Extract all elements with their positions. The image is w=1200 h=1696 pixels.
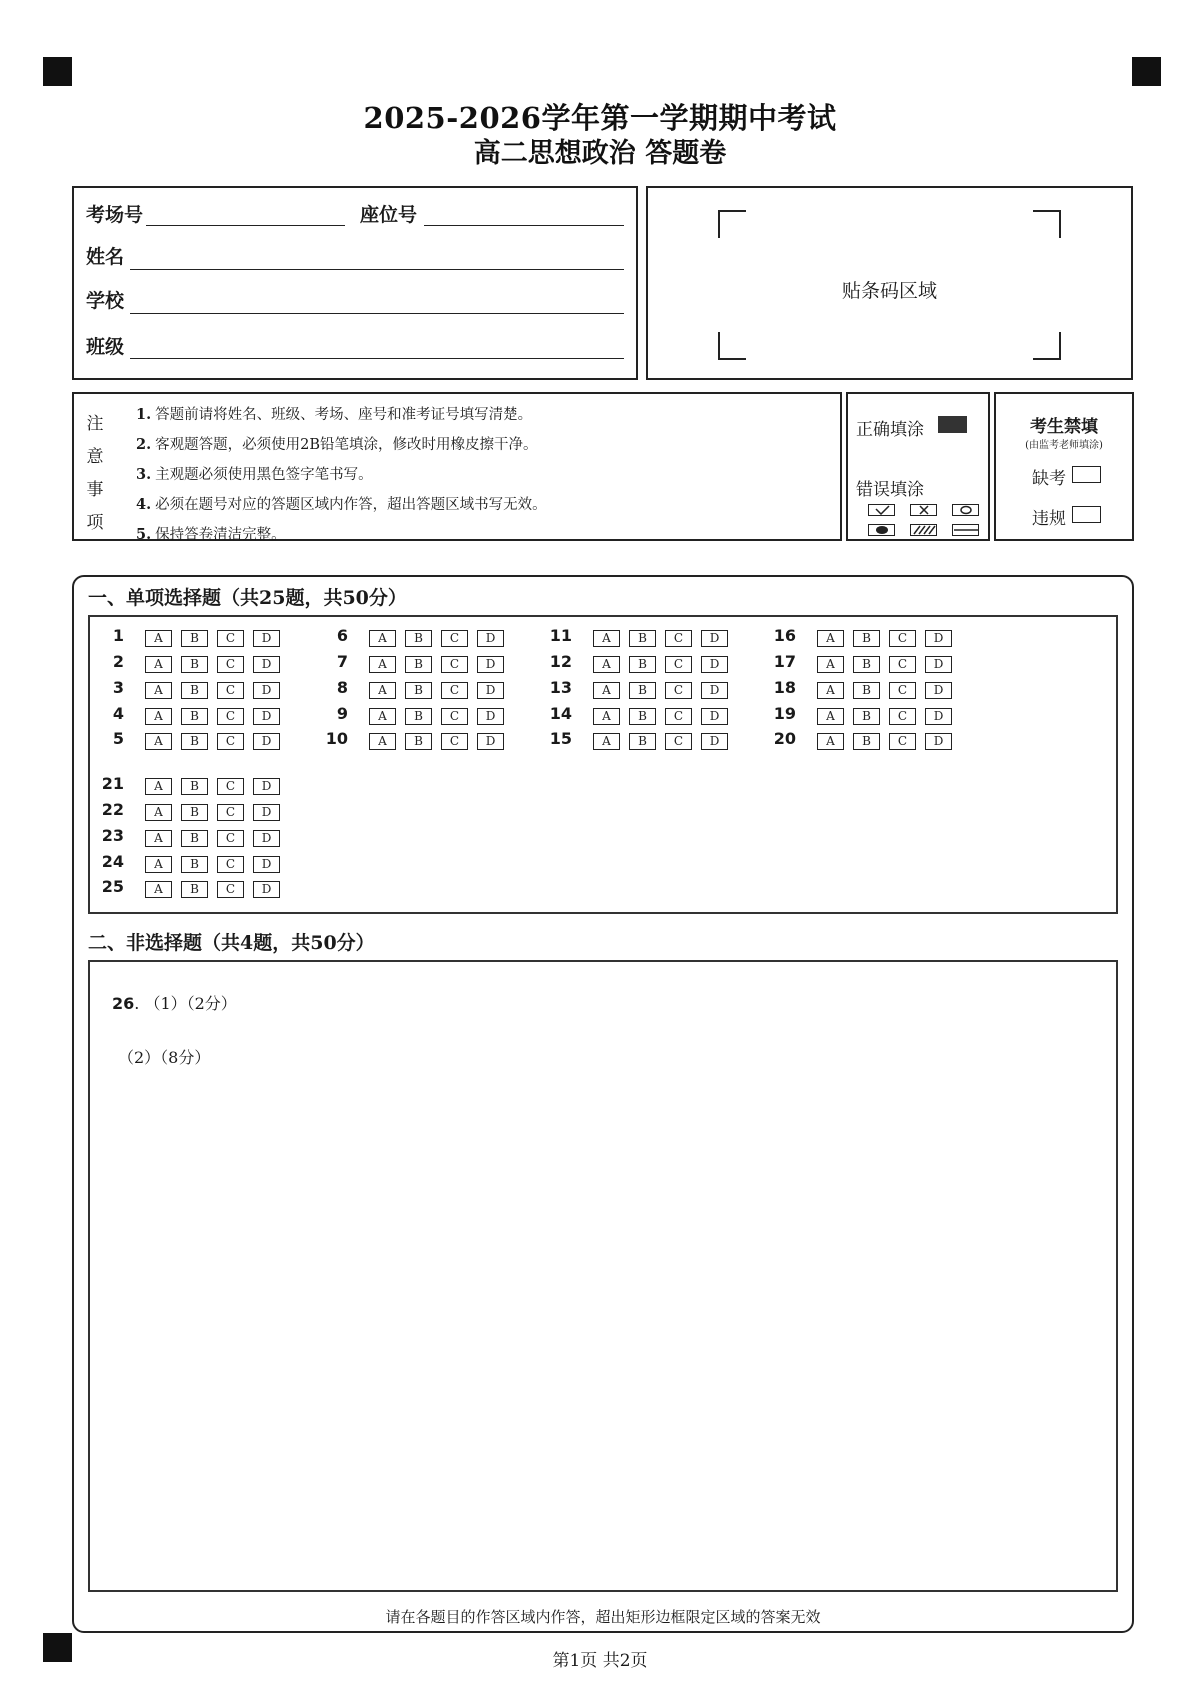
- exam-room-field[interactable]: [146, 212, 345, 226]
- answer-bubble[interactable]: C: [217, 856, 244, 873]
- dot-mark-icon: [868, 524, 895, 536]
- answer-bubble[interactable]: D: [253, 708, 280, 725]
- answer-bubble[interactable]: B: [853, 733, 880, 750]
- wrong-fill-label: 错误填涂: [856, 480, 924, 500]
- answer-bubble[interactable]: C: [217, 733, 244, 750]
- absent-checkbox[interactable]: [1072, 466, 1101, 483]
- answer-bubble[interactable]: B: [181, 682, 208, 699]
- answer-bubble[interactable]: A: [145, 630, 172, 647]
- question-number: 12: [549, 652, 572, 671]
- answer-bubble[interactable]: C: [441, 656, 468, 673]
- question-number: 5: [112, 729, 124, 748]
- answer-bubble[interactable]: A: [145, 804, 172, 821]
- school-label: 学校: [86, 290, 125, 312]
- answer-bubble[interactable]: A: [593, 733, 620, 750]
- registration-mark-top-right: [1132, 57, 1161, 86]
- question-number: 17: [773, 652, 796, 671]
- correct-fill-label: 正确填涂: [856, 420, 924, 440]
- answer-bubble[interactable]: A: [369, 708, 396, 725]
- check-mark-icon: [868, 504, 895, 516]
- question-number: 15: [549, 729, 572, 748]
- question-26-part1: 26. （1）（2分）: [112, 994, 237, 1013]
- cross-mark-icon: [910, 504, 937, 516]
- answer-bubble[interactable]: B: [629, 682, 656, 699]
- answer-bubble[interactable]: A: [817, 733, 844, 750]
- question-number: 3: [112, 678, 124, 697]
- barcode-label: 贴条码区域: [841, 280, 937, 302]
- answer-bubble[interactable]: C: [441, 682, 468, 699]
- answer-bubble[interactable]: B: [181, 804, 208, 821]
- answer-bubble[interactable]: B: [181, 778, 208, 795]
- answer-bubble[interactable]: C: [217, 881, 244, 898]
- seat-field[interactable]: [424, 212, 624, 226]
- answer-bubble[interactable]: D: [701, 656, 728, 673]
- page-number: 第1页 共2页: [552, 1651, 648, 1671]
- answer-bubble[interactable]: A: [145, 778, 172, 795]
- answer-bubble[interactable]: A: [817, 656, 844, 673]
- answer-bubble[interactable]: C: [889, 656, 916, 673]
- answer-bubble[interactable]: B: [181, 830, 208, 847]
- answer-bubble[interactable]: A: [145, 656, 172, 673]
- answer-bubble[interactable]: B: [405, 656, 432, 673]
- notice-list: [136, 400, 836, 550]
- registration-mark-top-left: [43, 57, 72, 86]
- answer-bubble[interactable]: B: [181, 630, 208, 647]
- answer-bubble[interactable]: A: [145, 708, 172, 725]
- answer-bubble[interactable]: A: [369, 656, 396, 673]
- section2-heading: 二、非选择题（共4题，共50分）: [88, 932, 375, 954]
- answer-bubble[interactable]: C: [665, 630, 692, 647]
- answer-bubble[interactable]: A: [593, 630, 620, 647]
- question-number: 18: [773, 678, 796, 697]
- question-number: 21: [101, 774, 124, 793]
- answer-bubble[interactable]: C: [665, 682, 692, 699]
- answer-bubble[interactable]: D: [253, 881, 280, 898]
- answer-bubble[interactable]: B: [181, 656, 208, 673]
- question-number: 13: [549, 678, 572, 697]
- answer-bubble[interactable]: B: [181, 881, 208, 898]
- question-number: 2: [112, 652, 124, 671]
- question-number: 22: [101, 800, 124, 819]
- answer-bubble[interactable]: A: [145, 856, 172, 873]
- fill-example-box: [846, 392, 990, 541]
- answer-bubble[interactable]: D: [253, 630, 280, 647]
- answer-bubble[interactable]: D: [477, 708, 504, 725]
- student-info-box: [72, 186, 638, 380]
- answer-bubble[interactable]: A: [593, 708, 620, 725]
- barcode-corner: [718, 210, 746, 238]
- answer-bubble[interactable]: D: [253, 804, 280, 821]
- answer-bubble[interactable]: A: [817, 708, 844, 725]
- barcode-corner: [1033, 210, 1061, 238]
- barcode-area: [646, 186, 1133, 380]
- answer-bubble[interactable]: A: [145, 881, 172, 898]
- notice-item: 1. 答题前请将姓名、班级、考场、座号和准考证号填写清楚。: [136, 406, 533, 423]
- question-number: 8: [336, 678, 348, 697]
- answer-bubble[interactable]: B: [853, 708, 880, 725]
- answer-bubble[interactable]: D: [701, 682, 728, 699]
- question-number: 1: [112, 626, 124, 645]
- answer-bubble[interactable]: C: [217, 830, 244, 847]
- notice-title-char: 事: [86, 480, 104, 500]
- question-number: 9: [336, 704, 348, 723]
- answer-bubble[interactable]: A: [593, 656, 620, 673]
- answer-bubble[interactable]: C: [217, 656, 244, 673]
- answer-bubble[interactable]: B: [629, 656, 656, 673]
- answer-bubble[interactable]: B: [629, 733, 656, 750]
- school-field[interactable]: [130, 300, 624, 314]
- question-number: 19: [773, 704, 796, 723]
- answer-bubble[interactable]: A: [817, 630, 844, 647]
- answer-bubble[interactable]: D: [925, 682, 952, 699]
- answer-bubble[interactable]: A: [145, 733, 172, 750]
- barcode-corner: [1033, 332, 1061, 360]
- notice-item: 3. 主观题必须使用黑色签字笔书写。: [136, 466, 373, 483]
- answer-bubble[interactable]: B: [405, 682, 432, 699]
- answer-bubble[interactable]: C: [217, 708, 244, 725]
- answer-bubble[interactable]: C: [217, 630, 244, 647]
- answer-bubble[interactable]: D: [701, 733, 728, 750]
- answer-bubble[interactable]: A: [593, 682, 620, 699]
- name-label: 姓名: [86, 246, 125, 268]
- question-number: 10: [325, 729, 348, 748]
- exam-subtitle: 高二思想政治 答题卷: [473, 138, 727, 169]
- answer-bubble[interactable]: D: [253, 778, 280, 795]
- notice-title: [86, 408, 104, 540]
- answer-bubble[interactable]: C: [889, 630, 916, 647]
- answer-bubble[interactable]: A: [145, 682, 172, 699]
- answer-bubble[interactable]: C: [665, 733, 692, 750]
- answer-bubble[interactable]: B: [181, 856, 208, 873]
- answer-bubble[interactable]: A: [817, 682, 844, 699]
- answer-bubble[interactable]: C: [665, 708, 692, 725]
- answer-bubble[interactable]: D: [253, 856, 280, 873]
- answer-bubble[interactable]: B: [181, 708, 208, 725]
- question-number: 25: [101, 877, 124, 896]
- answer-bubble[interactable]: C: [441, 733, 468, 750]
- answer-bubble[interactable]: B: [629, 630, 656, 647]
- essay-answer-box[interactable]: [88, 960, 1118, 1592]
- question-number: 6: [336, 626, 348, 645]
- proctor-only-box: [994, 392, 1134, 541]
- exam-title: 2025-2026学年第一学期期中考试: [363, 101, 837, 135]
- answer-area-note: 请在各题目的作答区域内作答，超出矩形边框限定区域的答案无效: [385, 1608, 821, 1626]
- name-field[interactable]: [130, 256, 624, 270]
- answer-bubble[interactable]: B: [405, 708, 432, 725]
- answer-bubble[interactable]: D: [925, 656, 952, 673]
- question-number: 14: [549, 704, 572, 723]
- answer-bubble[interactable]: D: [477, 733, 504, 750]
- absent-label: 缺考: [1032, 469, 1066, 489]
- answer-bubble[interactable]: D: [253, 733, 280, 750]
- answer-bubble[interactable]: D: [701, 708, 728, 725]
- circle-mark-icon: [952, 504, 979, 516]
- answer-bubble[interactable]: C: [889, 708, 916, 725]
- seat-label: 座位号: [360, 204, 418, 226]
- correct-fill-mark: [938, 416, 967, 433]
- answer-bubble[interactable]: A: [145, 830, 172, 847]
- notice-item: 2. 客观题答题，必须使用2B铅笔填涂，修改时用橡皮擦干净。: [136, 436, 538, 453]
- answer-bubble[interactable]: D: [253, 656, 280, 673]
- answer-bubble[interactable]: D: [925, 733, 952, 750]
- answer-bubble[interactable]: B: [405, 733, 432, 750]
- answer-bubble[interactable]: B: [405, 630, 432, 647]
- answer-bubble[interactable]: C: [217, 804, 244, 821]
- answer-bubble[interactable]: D: [477, 656, 504, 673]
- answer-bubble[interactable]: A: [369, 630, 396, 647]
- proctor-only-subtitle: (由监考老师填涂): [1025, 440, 1103, 451]
- answer-bubble[interactable]: D: [925, 630, 952, 647]
- question-number: 4: [112, 704, 124, 723]
- answer-bubble[interactable]: C: [217, 778, 244, 795]
- answer-bubble[interactable]: D: [925, 708, 952, 725]
- question-number: 16: [773, 626, 796, 645]
- answer-bubble[interactable]: B: [181, 733, 208, 750]
- hatch-mark-icon: [910, 524, 937, 536]
- answer-bubble[interactable]: C: [889, 682, 916, 699]
- answer-bubble[interactable]: C: [665, 656, 692, 673]
- violation-label: 违规: [1032, 509, 1066, 529]
- answer-bubble[interactable]: C: [889, 733, 916, 750]
- proctor-only-title: 考生禁填: [1030, 417, 1098, 437]
- answer-bubble[interactable]: B: [629, 708, 656, 725]
- answer-bubble[interactable]: C: [441, 630, 468, 647]
- question-number: 7: [336, 652, 348, 671]
- violation-checkbox[interactable]: [1072, 506, 1101, 523]
- line-mark-icon: [952, 524, 979, 536]
- question-number: 23: [101, 826, 124, 845]
- answer-bubble[interactable]: D: [477, 682, 504, 699]
- answer-bubble[interactable]: B: [853, 682, 880, 699]
- answer-bubble[interactable]: B: [853, 656, 880, 673]
- question-number: 24: [101, 852, 124, 871]
- notice-title-char: 注: [86, 414, 104, 434]
- barcode-corner: [718, 332, 746, 360]
- answer-bubble[interactable]: D: [477, 630, 504, 647]
- answer-bubble[interactable]: B: [853, 630, 880, 647]
- notice-title-char: 项: [86, 513, 104, 533]
- question-number: 11: [549, 626, 572, 645]
- answer-bubble[interactable]: D: [253, 830, 280, 847]
- question-26-part2: （2）（8分）: [118, 1048, 211, 1067]
- answer-bubble[interactable]: A: [369, 682, 396, 699]
- section1-heading: 一、单项选择题（共25题，共50分）: [88, 587, 407, 609]
- exam-room-label: 考场号: [86, 204, 144, 226]
- answer-bubble[interactable]: C: [441, 708, 468, 725]
- notice-title-char: 意: [86, 447, 104, 467]
- answer-bubble[interactable]: D: [253, 682, 280, 699]
- notice-item: 5. 保持答卷清洁完整。: [136, 526, 286, 543]
- answer-bubble[interactable]: C: [217, 682, 244, 699]
- notice-item: 4. 必须在题号对应的答题区域内作答，超出答题区域书写无效。: [136, 496, 547, 513]
- notice-box: [72, 392, 842, 541]
- question-number: 20: [773, 729, 796, 748]
- answer-bubble[interactable]: D: [701, 630, 728, 647]
- class-field[interactable]: [130, 345, 624, 359]
- answer-bubble[interactable]: A: [369, 733, 396, 750]
- class-label: 班级: [86, 336, 125, 358]
